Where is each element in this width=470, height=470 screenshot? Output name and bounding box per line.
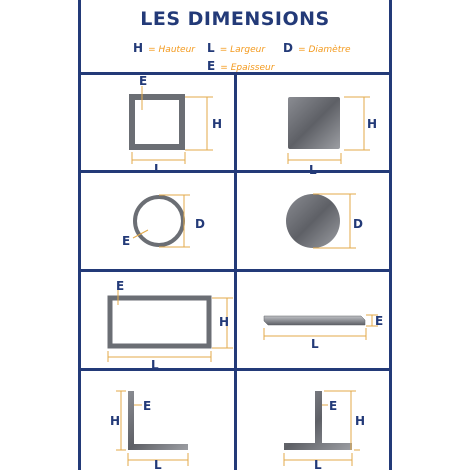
tee-profile-label-e: E [329,399,338,413]
flat-bar-label-l: L [311,337,319,351]
round-tube-diagram [122,195,205,248]
legend-desc-epaisseur: = Epaisseur [220,63,275,73]
legend-letter-d: D [283,41,293,55]
rectangular-tube-label-e: E [116,279,125,293]
rectangular-tube-diagram [108,279,233,372]
legend-letter-h: H [133,41,144,55]
angle-profile-label-h: H [110,414,121,428]
round-bar-diagram [286,194,363,248]
square-tube-label-l: L [154,162,162,176]
legend-desc-largeur: = Largeur [219,45,266,55]
angle-profile-label-e: E [143,399,152,413]
legend-letter-e: E [207,59,216,73]
round-bar-label-d: D [353,217,363,231]
rectangular-tube-label-h: H [219,315,230,329]
tee-profile-label-l: L [314,458,322,470]
angle-profile-diagram [110,391,188,470]
round-tube-label-e: E [122,234,131,248]
flat-bar-label-e: E [375,314,384,328]
legend-desc-diametre: = Diamètre [298,45,351,55]
flat-bar-diagram [264,314,383,351]
round-tube-label-d: D [195,217,205,231]
square-tube-label-e: E [139,74,148,88]
rectangular-tube-label-l: L [151,358,159,372]
square-bar-label-l: L [309,163,317,177]
tee-profile-label-h: H [355,414,366,428]
square-bar-label-h: H [367,117,378,131]
angle-profile-label-l: L [154,458,162,470]
tee-profile-diagram [284,391,365,470]
page-title: LES DIMENSIONS [140,8,330,30]
square-bar-diagram [288,97,377,177]
square-tube-label-h: H [212,117,223,131]
legend-desc-hauteur: = Hauteur [148,45,195,55]
legend-letter-l: L [207,41,215,55]
square-tube-diagram [132,74,222,176]
